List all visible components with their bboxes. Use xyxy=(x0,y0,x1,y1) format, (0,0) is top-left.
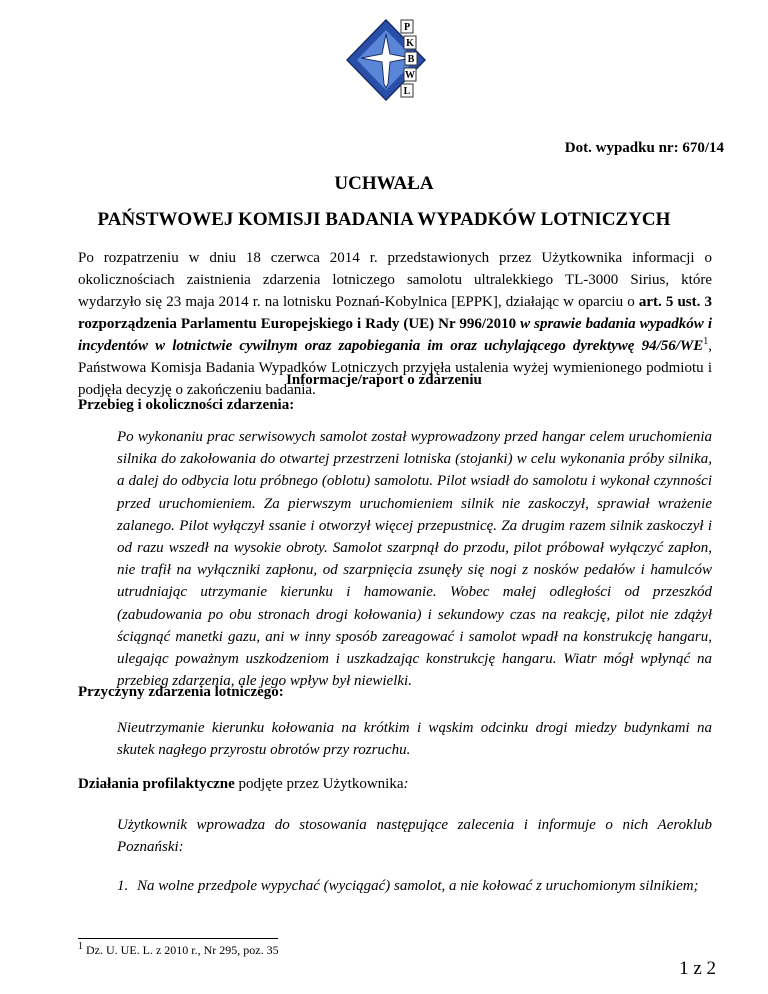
svg-text:L: L xyxy=(403,86,411,97)
causes-text: Nieutrzymanie kierunku kołowania na krótkim i wąskim odcinku drogi miedzy budynkami na skutek nagłego przyrostu obrotów przy rozruchu. xyxy=(117,720,712,759)
pkbwl-logo xyxy=(341,14,431,110)
svg-text:P: P xyxy=(403,22,411,33)
report-heading: Informacje/raport o zdarzeniu xyxy=(286,372,482,388)
footnote: $^1$ Dz. U. UE. L. z 2010 r., Nr 295, poz. 35 xyxy=(78,941,279,957)
svg-text:K: K xyxy=(406,38,414,49)
causes-heading: Przyczyny zdarzenia lotniczego: xyxy=(78,684,284,700)
document-title: UCHWAŁA xyxy=(334,173,434,194)
course-heading: Przebieg i okoliczności zdarzenia: xyxy=(78,397,295,413)
actions-text: Użytkownik wprowadza do stosowania następujące zalecenia i informuje o nich Aeroklub Poznański: xyxy=(117,817,712,856)
actions-heading: Działania profilaktyczne podjęte przez Użytkownika: xyxy=(78,776,409,792)
page-number: 1 z 2 xyxy=(679,958,716,979)
intro-paragraph: Po rozpatrzeniu w dniu 18 czerwca 2014 r. przedstawionych przez Użytkownika informacji o okolicznościach zaistnienia zdarzenia lotniczego samolotu ultralekkiego TL-3000 Sirius, które wydarzyło się 23 maja 2014 r. na lotnisku Poznań-Kobylnica [EPPK], działając w oparciu o art. 5 ust. 3 rozporządzenia Parlamentu Europejskiego i Rady (UE) Nr 996/2010 w sprawie badania wypadków i incydentów w lotnictwie cywilnym oraz zapobiegania im oraz uchylającego dyrektywę $94/56/WE^1$, Państwowa Komisja Badania Wypadków Lotniczych przyjęła ustalenia wyżej wymienionego podmiotu i podjęła decyzję o zakończeniu badania. xyxy=(78,250,713,398)
course-text: Po wykonaniu prac serwisowych samolot został wyprowadzony przed hangar celem uruchomienia silnika do zakołowania do otwartej przestrzeni lotniska (stojanki) w celu wykonania próby silnika, a dalej do odbycia lotu próbnego (oblotu) samolotu. Pilot wsiadł do samolotu i wykonał czynności przed uruchomieniem. Za pierwszym uruchomieniem silnik nie zaskoczył, sprawiał wrażenie zalanego. Pilot wyłączył ssanie i otworzył więcej przepustnicę. Za drugim razem silnik zaskoczył i od razu wszedł na wysokie obroty. Samolot szarpnął do przodu, pilot próbował wyłączyć zapłon, nie trafił na wyłączniki zapłonu, od szarpnięcia zsunęły się nogi z nosków pedałów i hamulców utrudniając utrzymanie kierunku i hamowanie. Wobec małej odległości od przeszkód (zabudowania po obu stronach drogi kołowania) i sekundowy czas na reakcję, pilot nie zdążył ściągnąć manetki gazu, ani w inny sposób zareagować i samolot wpadł na konstrukcję hangaru, ulegając poważnym uszkodzeniom i uszkadzając konstrukcję hangaru. Wiatr mógł wpłynąć na przebieg zdarzenia, ale jego wpływ był niewielki. xyxy=(117,429,712,690)
svg-text:B: B xyxy=(407,54,415,65)
list-item: 1. Na wolne przedpole wypychać (wyciągać) samolot, a nie kołować z uruchomionym silnikiem; xyxy=(117,878,699,894)
footnote-divider xyxy=(78,938,278,939)
accident-reference: Dot. wypadku nr: 670/14 xyxy=(564,140,724,156)
commission-name: PAŃSTWOWEJ KOMISJI BADANIA WYPADKÓW LOTNICZYCH xyxy=(97,209,671,230)
svg-text:W: W xyxy=(405,70,415,81)
